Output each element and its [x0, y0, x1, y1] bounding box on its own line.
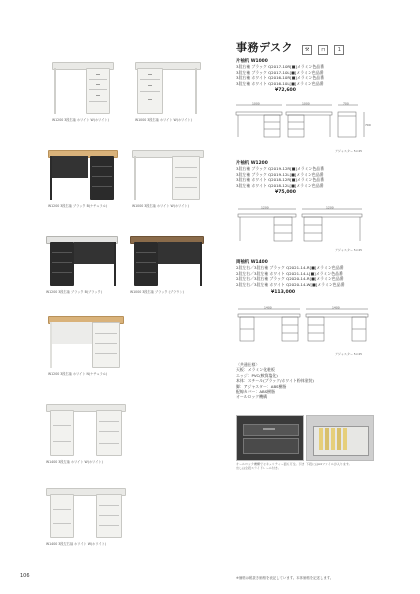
- page-title: 事務デスク: [236, 41, 294, 54]
- desk-photo-3: [48, 150, 118, 200]
- section1-dim-1: 1000: [252, 102, 260, 106]
- spec-row: 天板：メラミン化粧板: [236, 367, 275, 373]
- photo-caption-left: オールロック機構でセキュリティー面も万全。引き出しは全段スライドレール付き。: [236, 462, 305, 470]
- page-title-row: [236, 36, 356, 52]
- desk-caption-3: W1200 3段右袖 ブラック B(ナチュラル): [48, 204, 107, 208]
- desk-photo-1: [52, 62, 114, 114]
- section2-note: アジャスター 5×45: [335, 248, 363, 252]
- section1-price: ¥72,600: [275, 88, 296, 93]
- section1-row: 3段右袖 ブラック Q2017-10R[■]メラミン色品番: [236, 64, 325, 69]
- section3-drawing: [234, 306, 374, 352]
- section3-heading: 両袖机 W1400: [236, 260, 268, 265]
- section1-dim-3: 700: [343, 102, 349, 106]
- desk-caption-1: W1200 3段右袖 ホワイト W(ホワイト): [52, 118, 109, 122]
- desk-photo-6: [130, 236, 204, 286]
- specs-heading: 〈共通仕様〉: [236, 362, 260, 367]
- section3-price: ¥113,000: [271, 290, 296, 295]
- section1-dim-4: 700: [365, 123, 371, 127]
- section2-row: 3段左袖 ホワイト Q2018-12L[■]メラミン色品番: [236, 182, 324, 188]
- section3-row: 2段左右／3段左袖 ホワイト Q2021-14-L[■]メラミン色品番: [236, 270, 343, 276]
- section1-rows: [236, 64, 324, 86]
- section2-row: 3段右袖 ブラック Q2019-12R[■]メラミン色品番: [236, 166, 325, 171]
- section2-dim-2: 1200: [326, 206, 334, 210]
- photo-caption-right: 下段にはA4ファイルが入ります。: [306, 462, 352, 466]
- tool-icon: ⚒: [302, 45, 312, 55]
- desk-caption-7: W1200 3段右袖 ホワイト N(ナチュラル): [48, 372, 108, 376]
- section1-heading: 片袖机 W1000: [236, 59, 268, 64]
- spec-row: 配線カバー：ABS樹脂: [236, 389, 275, 395]
- page-number: 106: [20, 573, 30, 579]
- desk-photo-5: [46, 236, 118, 286]
- spec-row: エッジ：PVC(軟質塩化): [236, 372, 278, 378]
- section3-note: アジャスター 5×45: [335, 352, 363, 356]
- common-specs: [236, 362, 314, 400]
- section3-rows: [236, 265, 344, 287]
- all-lock-photo: [236, 415, 304, 461]
- desk-photo-9: [46, 488, 126, 538]
- section3-row: 2段左右／3段右袖 ブラック Q2021-14-R[■]メラミン色品番: [236, 265, 344, 270]
- file-drawer-photo: [306, 415, 374, 461]
- section2-row: 3段右袖 ホワイト Q2018-12R[■]メラミン色品番: [236, 177, 325, 183]
- section2-rows: [236, 166, 324, 188]
- desk-caption-6: W1000 3段右袖 ブラック (ブラウン): [130, 290, 184, 294]
- section2-heading: 片袖机 W1200: [236, 161, 268, 166]
- section1-row: 3段左袖 ホワイト Q2016-10L[■]メラミン色品番: [236, 80, 324, 86]
- desk-photo-2: [135, 62, 201, 114]
- spec-row: オールロック機構: [236, 394, 267, 400]
- desk-caption-5: W1200 3段右袖 ブラック B(ブラック): [46, 290, 102, 294]
- section1-row: 3段左袖 ブラック Q2017-10L[■]メラミン色品番: [236, 69, 324, 75]
- section1-dim-2: 1000: [302, 102, 310, 106]
- section3-row: 2段左右／3段右袖 ブラック Q2020-14-R[■]メラミン色品番: [236, 276, 344, 282]
- desk-caption-4: W1000 3段右袖 ホワイト W(ホワイト): [132, 204, 189, 208]
- spec-row: 脚：アジャスター：ABS樹脂: [236, 383, 287, 389]
- desk-caption-2: W1000 3段右袖 ホワイト W(ホワイト): [135, 118, 192, 122]
- section3-row: 2段左右／3段左袖 ホワイト Q2020-14-W[■]メラミン色品番: [236, 281, 345, 287]
- desk-photo-4: [132, 150, 204, 200]
- section2-price: ¥75,000: [275, 190, 296, 195]
- section1-row: 3段右袖 ホワイト Q2016-10R[■]メラミン色品番: [236, 75, 325, 81]
- desk-caption-9: W1400 3段左右袖 ホワイト W(ホワイト): [46, 542, 107, 546]
- desk-icon: ⊓: [318, 45, 328, 55]
- section2-row: 3段左袖 ブラック Q2019-12L[■]メラミン色品番: [236, 171, 324, 177]
- section2-dim-1: 1200: [261, 206, 269, 210]
- section3-dim-1: 1400: [264, 306, 272, 310]
- desk-photo-7: [48, 316, 124, 368]
- number-one-icon: 1: [334, 45, 344, 55]
- spec-row: 本体：スチール(ブラック/ホワイト粉体塗装): [236, 378, 314, 384]
- desk-caption-8: W1400 3段左袖 ホワイト W(ホワイト): [46, 460, 103, 464]
- section3-dim-2: 1400: [332, 306, 340, 310]
- section1-drawing: [234, 102, 374, 154]
- section1-note: アジャスター 5×45: [335, 149, 363, 153]
- desk-photo-8: [46, 404, 126, 456]
- footer-note: ※価格は税抜き価格を表記しています。本体価格を記述します。: [236, 576, 334, 580]
- section2-drawing: [234, 206, 374, 250]
